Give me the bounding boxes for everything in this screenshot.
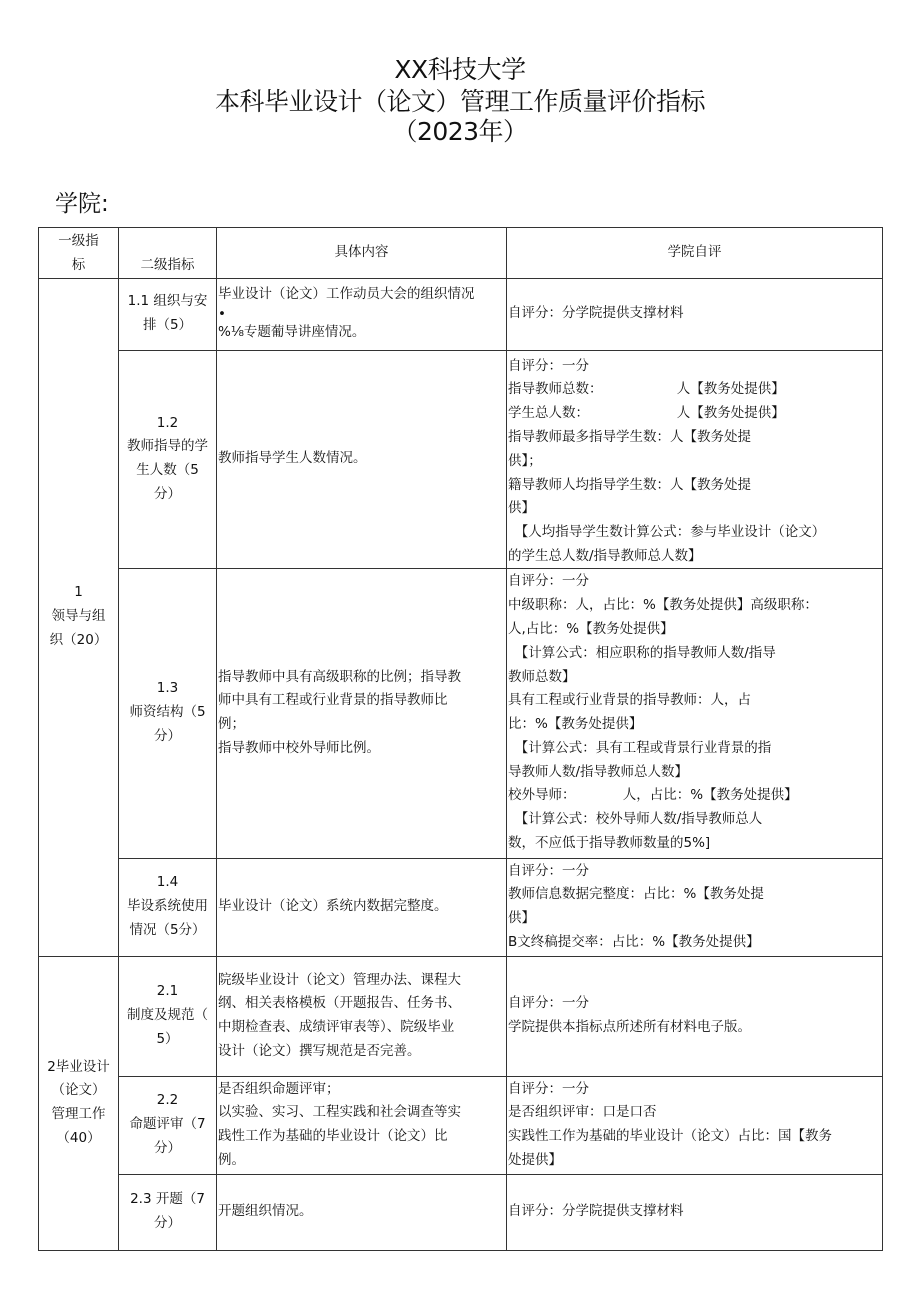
self-eval-line: B文终稿提交率：占比：%【教务处提供】: [508, 933, 760, 950]
level2-line: 师资结构（5: [129, 704, 206, 721]
content-line: 教师指导学生人数情况。: [218, 450, 367, 467]
content-cell: [217, 1076, 507, 1174]
level2-line: 情况（5分）: [129, 921, 206, 938]
self-eval-cell: [507, 278, 883, 350]
level2-cell: [119, 350, 217, 568]
self-eval-cell: [507, 1076, 883, 1174]
self-eval-line: 中级职称：人，占比：%【教务处提供】高级职称：: [508, 597, 818, 614]
level2-line: 分）: [154, 1139, 181, 1156]
self-eval-line: 自评分：一分: [508, 573, 589, 590]
self-eval-clip: [508, 353, 881, 563]
content-cell: [217, 568, 507, 858]
level2-line: 1.3: [156, 680, 179, 697]
content-line: 例。: [218, 1151, 245, 1168]
level2-line: 分）: [154, 1215, 181, 1232]
university-name: XX科技大学: [394, 55, 526, 84]
content-line: 是否组织命题评审；: [218, 1080, 340, 1097]
content-line: 师中具有工程或行业背景的指导教师比: [218, 692, 448, 709]
self-eval-line: 学院提供本指标点所述所有材料电子版。: [508, 1019, 751, 1036]
header-self-eval-label: 学院自评: [667, 243, 722, 260]
self-eval-line: 的学生总人数/指导教师总人数】: [508, 547, 702, 563]
level2-line: 2.2: [156, 1092, 179, 1109]
table-row: [39, 1076, 883, 1174]
table-row: [39, 350, 883, 568]
self-eval-cell: [507, 350, 883, 568]
level2-cell: [119, 858, 217, 956]
header-level1-line-1: 一级指: [58, 233, 99, 249]
self-eval-line: 导教师人数/指导教师总人数】: [508, 763, 689, 780]
level1-line: （论文）: [51, 1082, 106, 1099]
content-line: •: [218, 306, 226, 323]
level2-line: 制度及规范（: [127, 1007, 208, 1024]
header-level1: [39, 228, 119, 279]
content-line: 中期检查表、成绩评审表等）、院级毕业: [218, 1019, 455, 1036]
content-line: 指导教师中校外导师比例。: [218, 739, 380, 756]
self-eval-cell: [507, 568, 883, 858]
self-eval-line: 指导教师最多指导学生数：人【教务处提: [508, 428, 751, 445]
content-line: 指导教师中具有高级职称的比例；指导教: [218, 668, 461, 685]
content-line: %⅛专题葡导讲座情况。: [218, 324, 366, 341]
content-cell: [217, 858, 507, 956]
level2-line: 1.4: [156, 874, 179, 891]
header-content-label: 具体内容: [334, 243, 389, 260]
level1-line: 管理工作: [51, 1106, 106, 1123]
self-eval-line: 指导教师总数： 人【教务处提供】: [508, 381, 785, 398]
level1-line: 2毕业设计: [47, 1058, 110, 1075]
level1-line: （40）: [56, 1129, 101, 1146]
content-line: 开题组织情况。: [218, 1203, 313, 1220]
header-level2-label: 二级指标: [140, 256, 195, 273]
content-cell: [217, 350, 507, 568]
header-level2: [119, 228, 217, 279]
content-line: 以实验、实习、工程实践和社会调查等实: [218, 1104, 461, 1121]
evaluation-table: [38, 227, 883, 1251]
table-row: [39, 1174, 883, 1250]
level2-line: 排（5）: [142, 317, 193, 334]
content-line: 例；: [218, 716, 245, 733]
level2-cell: [119, 278, 217, 350]
self-eval-cell: [507, 956, 883, 1076]
self-eval-line: 供】: [508, 500, 535, 517]
self-eval-line: 自评分：一分: [508, 862, 589, 879]
header-level1-line-2: 标: [71, 256, 86, 273]
self-eval-line: 校外导师： 人，占比：%【教务处提供】: [508, 787, 798, 804]
content-line: 践性工作为基础的毕业设计（论文）比: [218, 1128, 448, 1145]
self-eval-line: 供】；: [508, 452, 542, 469]
self-eval-line: 教师信息数据完整度：占比：%【教务处提: [508, 886, 764, 903]
self-eval-line: 教师总数】: [508, 668, 576, 685]
level2-line: 5）: [156, 1030, 179, 1047]
self-eval-line: 人,占比：%【教务处提供】: [508, 620, 674, 637]
level2-line: 1.2: [156, 414, 179, 431]
content-cell: [217, 1174, 507, 1250]
document-year: （2023年）: [392, 117, 528, 146]
self-eval-cell: [507, 1174, 883, 1250]
self-eval-line: 【人均指导学生数计算公式：参与毕业设计（论文）: [508, 524, 826, 541]
level1-line: 1: [74, 584, 83, 601]
self-eval-line: 籍导教师人均指导学生数：人【教务处提: [508, 476, 751, 493]
content-line: 纲、相关表格模板（开题报告、任务书、: [218, 995, 461, 1012]
level2-line: 毕设系统使用: [127, 898, 208, 915]
level1-cell: [39, 278, 119, 956]
self-eval-line: 【计算公式：校外导师人数/指导教师总人: [508, 811, 763, 828]
self-eval-line: 学生总人数： 人【教务处提供】: [508, 405, 785, 422]
self-eval-line: 数，不应低于指导教师数量的5%]: [508, 835, 711, 852]
content-line: 院级毕业设计（论文）管理办法、课程大: [218, 971, 461, 988]
table-row: [39, 956, 883, 1076]
level1-line: 领导与组: [51, 608, 106, 625]
content-line: 毕业设计（论文）工作动员大会的组织情况: [218, 286, 475, 303]
self-eval-line: 自评分：一分: [508, 1080, 589, 1097]
level2-line: 分）: [154, 727, 181, 744]
level2-line: 命题评审（7: [129, 1116, 206, 1133]
level2-line: 1.1 组织与安: [127, 293, 208, 310]
self-eval-line: 自评分：分学院提供支撑材料: [508, 1203, 684, 1220]
level2-line: 教师指导的学: [127, 438, 208, 455]
level2-line: 生人数（5: [136, 462, 199, 479]
level2-cell: [119, 1076, 217, 1174]
level1-cell: [39, 956, 119, 1250]
self-eval-line: 是否组织评审：口是口否: [508, 1104, 657, 1121]
self-eval-line: 【计算公式：相应职称的指导教师人数/指导: [508, 644, 776, 661]
table-row: [39, 858, 883, 956]
content-line: 毕业设计（论文）系统内数据完整度。: [218, 898, 448, 915]
table-row: [39, 568, 883, 858]
level2-line: 2.3 开题（7: [130, 1191, 205, 1208]
self-eval-line: 自评分：一分: [508, 357, 589, 374]
table-row: [39, 278, 883, 350]
self-eval-cell: [507, 858, 883, 956]
document-title: 本科毕业设计（论文）管理工作质量评价指标: [214, 87, 705, 116]
content-line: 设计（论文）撰写规范是否完善。: [218, 1042, 421, 1059]
self-eval-line: 实践性工作为基础的毕业设计（论文）占比：国【教务: [508, 1128, 832, 1145]
self-eval-line: 处提供】: [508, 1151, 562, 1168]
self-eval-line: 具有工程或行业背景的指导教师：人，占: [508, 692, 751, 709]
self-eval-line: 【计算公式：具有工程或背景行业背景的指: [508, 739, 772, 756]
self-eval-line: 自评分：分学院提供支撑材料: [508, 305, 684, 322]
level2-line: 2.1: [156, 983, 179, 1000]
self-eval-line: 比：%【教务处提供】: [508, 716, 643, 733]
level2-cell: [119, 568, 217, 858]
table-header-row: [39, 228, 883, 279]
self-eval-line: 供】: [508, 910, 535, 927]
level2-cell: [119, 1174, 217, 1250]
content-cell: [217, 278, 507, 350]
content-cell: [217, 956, 507, 1076]
header-self-eval: [507, 228, 883, 279]
college-label: 学院:: [55, 191, 109, 217]
level2-cell: [119, 956, 217, 1076]
header-content: [217, 228, 507, 279]
level2-line: 分）: [154, 485, 181, 502]
self-eval-line: 自评分：一分: [508, 995, 589, 1012]
level1-line: 织（20）: [49, 631, 108, 648]
